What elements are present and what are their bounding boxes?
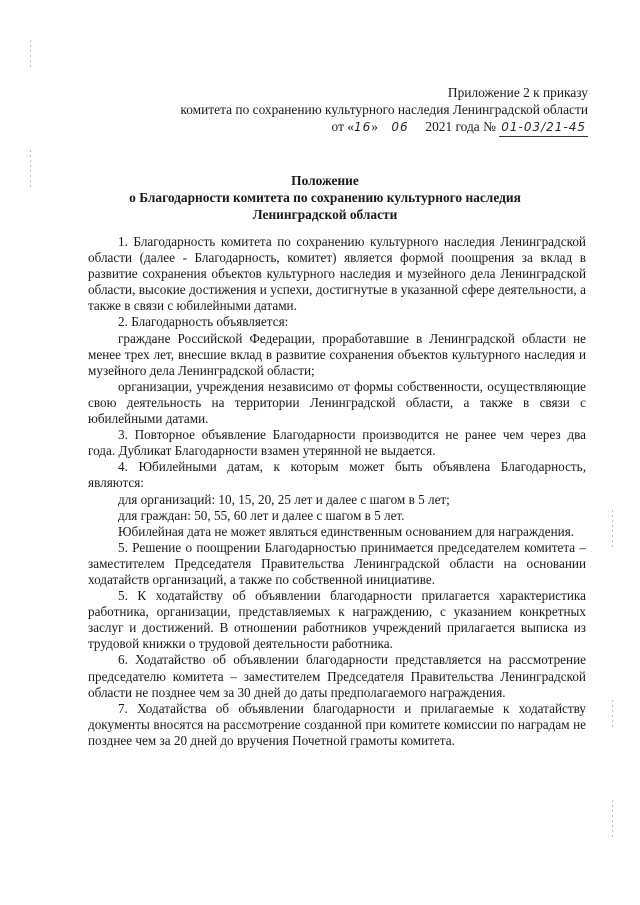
paragraph-5-petition: 5. К ходатайству об объявлении благодарности прилагается характеристика работника, организации, представляемых к награждению, с указанием конкретных заслуг и достижений. В отношении работников учреждений прилагается выписка из трудовой книжки о трудовой деятельности работника.	[88, 588, 586, 652]
scan-mark-left-top	[30, 40, 31, 70]
header-committee: комитета по сохранению культурного наследия Ленинградской области	[180, 102, 588, 117]
paragraph-2: 2. Благодарность объявляется:	[118, 314, 289, 330]
document-title	[80, 172, 570, 223]
paragraph-2-citizens: граждане Российской Федерации, проработавшие в Ленинградской области не менее трех лет, внесшие вклад в развитие сохранения объектов культурного наследия и музейного дела Ленинградской области;	[88, 330, 586, 378]
date-prefix: от «	[331, 119, 354, 134]
title-line-3: Ленинградской области	[252, 207, 398, 222]
paragraph-7: 7. Ходатайства об объявлении благодарности и прилагаемые к ходатайству документы вносятся на рассмотрение созданной при комитете комиссии по наградам не позднее чем за 20 дней до вручения Почетной грамоты комитета.	[88, 700, 586, 748]
paragraph-4: 4. Юбилейными датам, к которым может быть объявлена Благодарность, являются:	[88, 459, 586, 491]
title-line-1: Положение	[291, 173, 359, 188]
header-date-line	[180, 118, 588, 137]
title-line-2: о Благодарности комитета по сохранению культурного наследия	[129, 190, 521, 205]
paragraph-1: 1. Благодарность комитета по сохранению культурного наследия Ленинградской области (далее - Благодарность, комитет) является формой поощрения за вклад в развитие сохранения объектов культурного наследия и музейного дела Ленинградской области, высокие достижения и успехи, достигнутые в указанной сфере деятельности, а также в связи с юбилейными датами.	[88, 234, 586, 314]
date-month: 06	[391, 120, 409, 134]
paragraph-4-organizations: для организаций: 10, 15, 20, 25 лет и далее с шагом в 5 лет;	[118, 491, 450, 507]
date-year: 2021 года №	[425, 119, 496, 134]
paragraph-2-organizations: организации, учреждения независимо от формы собственности, осуществляющие свою деятельность на территории Ленинградской области, а также в связи с юбилейными датами.	[88, 378, 586, 427]
document-body	[88, 234, 586, 749]
document-header	[180, 84, 588, 137]
scan-mark-left-mid	[30, 150, 31, 190]
date-mid: »	[371, 119, 378, 134]
date-day: 16	[353, 120, 372, 134]
scan-mark-right-low	[612, 700, 613, 730]
paragraph-4-citizens: для граждан: 50, 55, 60 лет и далее с шагом в 5 лет.	[118, 507, 405, 523]
order-number: 01-03/21-45	[499, 119, 588, 137]
paragraph-4-note: Юбилейная дата не может являться единственным основанием для награждения.	[118, 523, 575, 539]
paragraph-6: 6. Ходатайство об объявлении благодарности представляется на рассмотрение председателю комитета – заместителем Председателя Правительства Ленинградской области не позднее чем за 30 дней до даты предполагаемого награждения.	[88, 652, 586, 700]
header-appendix: Приложение 2 к приказу	[447, 85, 588, 100]
paragraph-5-decision: 5. Решение о поощрении Благодарностью принимается председателем комитета – заместителем Председателя Правительства Ленинградской области на основании ходатайств организаций, а также по собственной инициативе.	[88, 539, 586, 587]
scan-mark-right-mid	[612, 510, 613, 550]
paragraph-3: 3. Повторное объявление Благодарности производится не ранее чем через два года. Дубликат Благодарности взамен утерянной не выдается.	[88, 427, 586, 459]
scan-mark-right-bottom	[612, 800, 613, 840]
